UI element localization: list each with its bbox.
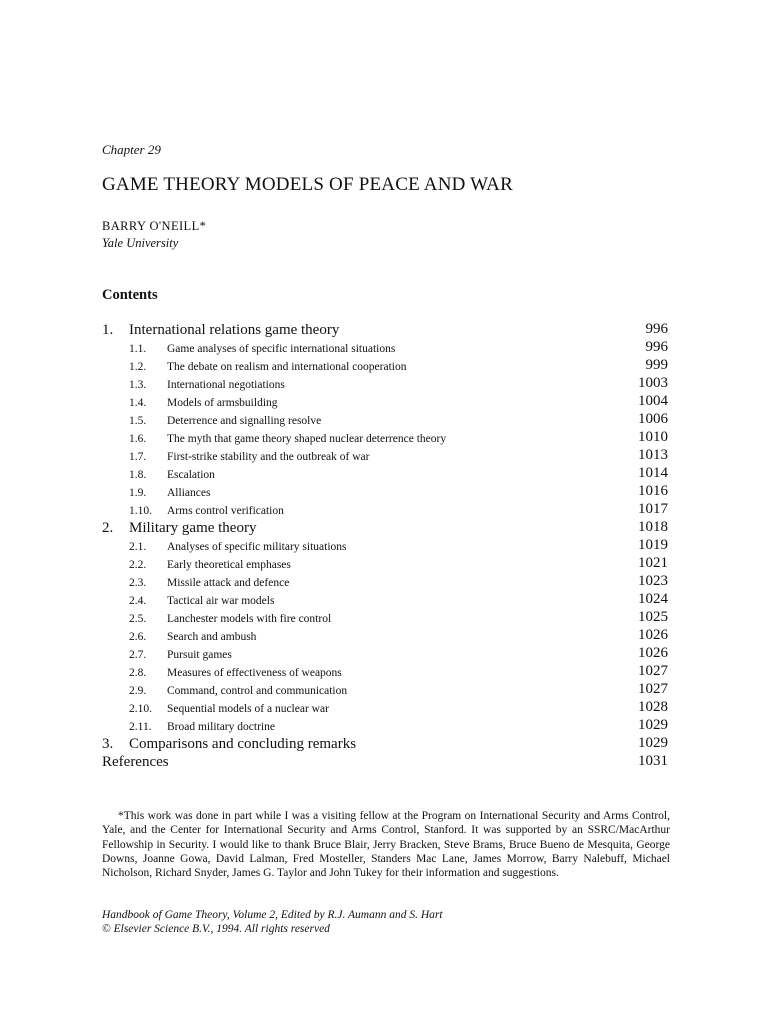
toc-entry xyxy=(0,663,768,681)
publisher-line-copyright: © Elsevier Science B.V., 1994. All rights reserved xyxy=(102,922,330,935)
toc-entry xyxy=(0,321,768,339)
toc-entry-number: 2.11. xyxy=(129,721,152,733)
toc-entry-page: 1018 xyxy=(638,519,668,535)
toc-entry xyxy=(0,609,768,627)
toc-entry-number: 2.8. xyxy=(129,667,147,679)
toc-entry-title: Lanchester models with fire control xyxy=(167,613,332,625)
toc-entry-number: 2. xyxy=(102,520,114,536)
chapter-title: GAME THEORY MODELS OF PEACE AND WAR xyxy=(102,174,513,195)
toc-entry-number: 3. xyxy=(102,736,114,752)
toc-entry xyxy=(0,411,768,429)
toc-entry-page: 999 xyxy=(645,357,668,373)
toc-entry-title: Early theoretical emphases xyxy=(167,559,291,571)
toc-entry xyxy=(0,501,768,519)
toc-entry xyxy=(0,645,768,663)
toc-entry xyxy=(0,375,768,393)
toc-entry-page: 1029 xyxy=(638,717,668,733)
toc-entry-page: 1006 xyxy=(638,411,668,427)
toc-entry-page: 1026 xyxy=(638,645,668,661)
toc-entry-number: 1.3. xyxy=(129,379,147,391)
toc-entry-title: The myth that game theory shaped nuclear deterrence theory xyxy=(167,433,447,445)
toc-entry-number: 1.6. xyxy=(129,433,147,445)
toc-entry-page: 1023 xyxy=(638,573,668,589)
toc-entry-title: Analyses of specific military situations xyxy=(167,541,347,553)
toc-entry-title: Sequential models of a nuclear war xyxy=(167,703,329,715)
toc-entry-title: First-strike stability and the outbreak of war xyxy=(167,451,370,463)
toc-entry-title: Models of armsbuilding xyxy=(167,397,278,409)
toc-entry-number: 2.5. xyxy=(129,613,147,625)
toc-entry-number: 1.1. xyxy=(129,343,147,355)
toc-entry-page: 1017 xyxy=(638,501,668,517)
toc-entry xyxy=(0,573,768,591)
toc-entry-page: 1016 xyxy=(638,483,668,499)
toc-entry-title: References xyxy=(102,754,169,770)
toc-entry xyxy=(0,699,768,717)
toc-entry-title: Comparisons and concluding remarks xyxy=(129,736,357,752)
toc-entry-page: 1013 xyxy=(638,447,668,463)
toc-entry-title: Military game theory xyxy=(129,520,257,536)
toc-entry xyxy=(0,735,768,753)
toc-entry xyxy=(0,519,768,537)
toc-entry-page: 1025 xyxy=(638,609,668,625)
toc-entry-page: 996 xyxy=(645,321,668,337)
table-of-contents xyxy=(0,321,768,771)
toc-entry-title: Escalation xyxy=(167,469,215,481)
toc-entry-page: 1027 xyxy=(638,681,668,697)
toc-entry-number: 2.6. xyxy=(129,631,147,643)
toc-entry-page: 1010 xyxy=(638,429,668,445)
toc-entry-number: 2.7. xyxy=(129,649,147,661)
toc-entry-page: 1019 xyxy=(638,537,668,553)
toc-entry-number: 1.4. xyxy=(129,397,147,409)
toc-entry-title: Broad military doctrine xyxy=(167,721,275,733)
toc-entry-number: 2.9. xyxy=(129,685,147,697)
toc-entry xyxy=(0,717,768,735)
toc-entry-title: Tactical air war models xyxy=(167,595,275,607)
toc-entry xyxy=(0,429,768,447)
toc-entry xyxy=(0,483,768,501)
toc-entry-title: Command, control and communication xyxy=(167,685,348,697)
toc-entry-title: Missile attack and defence xyxy=(167,577,290,589)
toc-entry-page: 1028 xyxy=(638,699,668,715)
toc-entry-page: 996 xyxy=(645,339,668,355)
toc-entry-page: 1029 xyxy=(638,735,668,751)
toc-entry-title: Game analyses of specific international situations xyxy=(167,343,396,355)
toc-entry-title: International relations game theory xyxy=(129,322,340,338)
toc-entry xyxy=(0,753,768,771)
toc-entry-number: 1. xyxy=(102,322,114,338)
toc-entry-page: 1027 xyxy=(638,663,668,679)
contents-heading: Contents xyxy=(102,287,158,303)
toc-entry-page: 1026 xyxy=(638,627,668,643)
toc-entry xyxy=(0,681,768,699)
toc-entry-page: 1031 xyxy=(638,753,668,769)
publisher-line-handbook: Handbook of Game Theory, Volume 2, Edited by R.J. Aumann and S. Hart xyxy=(102,909,443,921)
author-name: BARRY O'NEILL* xyxy=(102,219,207,233)
chapter-label: Chapter 29 xyxy=(102,142,161,157)
toc-entry-number: 1.8. xyxy=(129,469,147,481)
toc-entry-page: 1024 xyxy=(638,591,668,607)
toc-entry-number: 2.10. xyxy=(129,703,152,715)
author-affiliation: Yale University xyxy=(102,236,179,250)
toc-entry xyxy=(0,537,768,555)
toc-entry-page: 1014 xyxy=(638,465,668,481)
toc-entry-page: 1003 xyxy=(638,375,668,391)
toc-entry-title: Arms control verification xyxy=(167,505,284,517)
toc-entry xyxy=(0,393,768,411)
toc-entry xyxy=(0,339,768,357)
toc-entry-number: 1.5. xyxy=(129,415,147,427)
toc-entry xyxy=(0,591,768,609)
publisher-info xyxy=(102,909,443,936)
toc-entry-title: Pursuit games xyxy=(167,649,232,661)
footnote: *This work was done in part while I was a visiting fellow at the Program on International Security and Arms Control, Yale, and the Center for International Security and Arms Control, Stanford. It was supported by an SSRC/MacArthur Fellowship in Security. I would like to thank Bruce Blair, Jerry Bracken, Steve Brams, Bruce Bueno de Mesquita, George Downs, Joanne Gowa, David Lalman, Fred Mosteller, Standers Mac Lane, James Morrow, Barry Nalebuff, Michael Nicholson, Richard Snyder, James G. Taylor and John Tukey for their information and suggestions. xyxy=(102,810,670,880)
toc-entry-title: Alliances xyxy=(167,487,211,499)
toc-entry-number: 1.7. xyxy=(129,451,147,463)
toc-entry-number: 2.1. xyxy=(129,541,147,553)
toc-entry-title: Search and ambush xyxy=(167,631,257,643)
toc-entry-title: Deterrence and signalling resolve xyxy=(167,415,322,427)
toc-entry-number: 2.4. xyxy=(129,595,147,607)
toc-entry-number: 2.3. xyxy=(129,577,147,589)
toc-entry xyxy=(0,555,768,573)
toc-entry-number: 1.9. xyxy=(129,487,147,499)
toc-entry-page: 1004 xyxy=(638,393,668,409)
toc-entry-title: Measures of effectiveness of weapons xyxy=(167,667,342,679)
toc-entry xyxy=(0,465,768,483)
toc-entry-number: 1.2. xyxy=(129,361,147,373)
toc-entry-number: 2.2. xyxy=(129,559,147,571)
toc-entry-number: 1.10. xyxy=(129,505,152,517)
toc-entry-title: International negotiations xyxy=(167,379,285,391)
toc-entry xyxy=(0,357,768,375)
toc-entry xyxy=(0,447,768,465)
toc-entry-title: The debate on realism and international cooperation xyxy=(167,361,407,373)
toc-entry xyxy=(0,627,768,645)
toc-entry-page: 1021 xyxy=(638,555,668,571)
